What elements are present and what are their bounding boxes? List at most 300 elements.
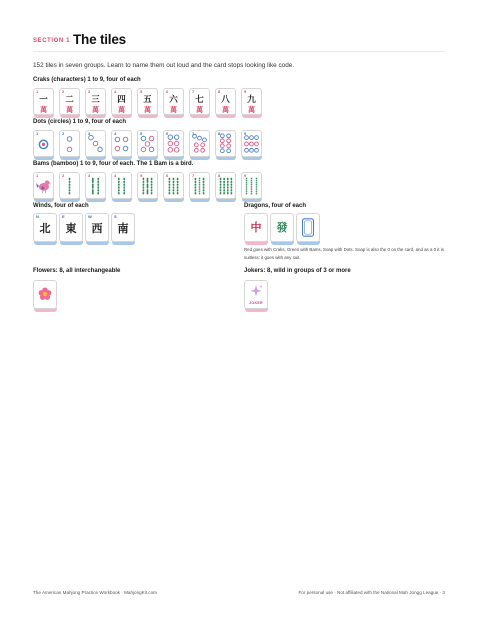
soap-frame-icon bbox=[297, 214, 319, 241]
bamboo-segment bbox=[203, 192, 205, 194]
dot-mark bbox=[227, 149, 231, 153]
bamboo-segment bbox=[220, 186, 222, 188]
dot-mark bbox=[174, 135, 179, 140]
dot-mark bbox=[220, 144, 224, 148]
bamboo-segment bbox=[173, 186, 175, 188]
bamboo-segment bbox=[173, 192, 175, 194]
dot-tile bbox=[189, 130, 210, 160]
tile-face bbox=[189, 88, 210, 115]
bamboo-segment bbox=[246, 184, 248, 185]
dots-tile-row bbox=[33, 130, 267, 160]
tile-number: 8 bbox=[218, 89, 221, 94]
bamboo-segment bbox=[123, 178, 125, 180]
dot-mark bbox=[194, 148, 198, 152]
bamboo-segment bbox=[143, 181, 145, 183]
crak-tile bbox=[241, 88, 262, 118]
dot-mark bbox=[250, 136, 254, 140]
bamboo-segment bbox=[169, 189, 171, 191]
bams-tile-row bbox=[33, 172, 267, 202]
tile-number: 4 bbox=[114, 173, 117, 178]
bamboo-segment bbox=[118, 186, 120, 188]
tile-face bbox=[163, 130, 184, 157]
tile-number: 5 bbox=[140, 131, 143, 136]
green-dragon-tile bbox=[270, 213, 294, 245]
bamboo-segment bbox=[123, 189, 125, 191]
tile-face bbox=[215, 172, 236, 199]
bam-tile bbox=[59, 172, 80, 202]
bamboo-segment bbox=[256, 185, 258, 186]
tile-face bbox=[33, 130, 54, 157]
dot-mark bbox=[245, 148, 249, 152]
bamboo-segment bbox=[151, 189, 153, 191]
dot-mark bbox=[141, 147, 146, 152]
dot-mark bbox=[149, 147, 154, 152]
dot-mark bbox=[194, 143, 198, 147]
bamboo-segment bbox=[199, 187, 201, 188]
crak-character: 萬 bbox=[40, 105, 47, 114]
tile-number: 7 bbox=[192, 89, 195, 94]
dot-tile bbox=[137, 130, 158, 160]
bamboo-segment bbox=[227, 178, 229, 180]
bamboo-segment bbox=[177, 178, 179, 180]
dot-mark bbox=[168, 148, 173, 153]
dot-mark bbox=[67, 147, 72, 152]
dot-mark bbox=[220, 139, 224, 143]
tile-face bbox=[215, 130, 236, 157]
dot-mark bbox=[218, 131, 224, 138]
bamboo-segment bbox=[203, 189, 205, 191]
dot-tile bbox=[215, 130, 236, 160]
bamboo-segment bbox=[97, 192, 99, 194]
tile-number: 8 bbox=[218, 173, 221, 178]
tile-face bbox=[163, 88, 184, 115]
bamboo-segment bbox=[195, 189, 197, 191]
bamboo-segment bbox=[251, 182, 253, 183]
bamboo-segment bbox=[220, 184, 222, 186]
bamboo-segment bbox=[143, 189, 145, 191]
dot-mark bbox=[203, 138, 207, 142]
crak-character: 萬 bbox=[144, 105, 151, 114]
tile-face bbox=[189, 172, 210, 199]
tile-face bbox=[137, 172, 158, 199]
bamboo-segment bbox=[256, 180, 258, 181]
dots-label: Dots (circles) 1 to 9, four of each bbox=[33, 119, 127, 125]
dot-mark bbox=[93, 141, 98, 146]
bamboo-segment bbox=[195, 186, 197, 188]
bamboo-segment bbox=[256, 178, 258, 179]
tile-number: 7 bbox=[192, 173, 195, 178]
tile-face bbox=[59, 130, 80, 157]
bamboo-segment bbox=[246, 185, 248, 186]
dot-mark bbox=[174, 148, 179, 153]
tile-face bbox=[59, 88, 80, 115]
section-number: SECTION 1 bbox=[33, 38, 71, 44]
bamboo-segment bbox=[177, 186, 179, 188]
dot-tile bbox=[59, 130, 80, 160]
bamboo-segment bbox=[151, 192, 153, 194]
tile-face bbox=[85, 213, 109, 242]
footer-right: For personal use · Not affiliated with the National Mah Jongg League · 3 bbox=[298, 590, 445, 595]
crak-tile bbox=[111, 88, 132, 118]
bamboo-segment bbox=[173, 184, 175, 186]
crak-character: 萬 bbox=[118, 105, 125, 114]
joker-tile bbox=[244, 280, 268, 312]
tile-number: 7 bbox=[192, 131, 195, 136]
bamboo-segment bbox=[256, 193, 258, 194]
dot-center bbox=[42, 143, 45, 146]
red-dragon-tile bbox=[244, 213, 268, 245]
tile-face bbox=[111, 130, 132, 157]
intro-text: 152 tiles in seven groups. Learn to name them out loud and the card stops looking like code. bbox=[33, 62, 295, 69]
bams-label: Bams (bamboo) 1 to 9, four of each. The 1 Bam is a bird. bbox=[33, 161, 194, 167]
bamboo-segment bbox=[223, 178, 225, 180]
bamboo-segment bbox=[177, 184, 179, 186]
bamboo-segment bbox=[97, 178, 99, 180]
flowers-label: Flowers: 8, all interchangeable bbox=[33, 268, 121, 274]
bamboo-segment bbox=[251, 187, 253, 188]
dot-mark bbox=[141, 136, 146, 141]
footer-left: The American Mahjong Practice Workbook · MahjongKit.com bbox=[33, 590, 157, 595]
bamboo-segment bbox=[199, 184, 201, 185]
dot-mark bbox=[255, 142, 259, 146]
tile-number: 3 bbox=[88, 89, 91, 94]
dot-tile bbox=[111, 130, 132, 160]
bamboo-segment bbox=[177, 192, 179, 194]
bamboo-segment bbox=[69, 184, 71, 186]
bamboo-segment bbox=[151, 186, 153, 188]
bamboo-segment bbox=[169, 184, 171, 186]
tile-number: 6 bbox=[166, 173, 169, 178]
bamboo-segment bbox=[195, 184, 197, 186]
bamboo-segment bbox=[118, 189, 120, 191]
tile-face bbox=[85, 172, 106, 199]
wind-tile bbox=[85, 213, 109, 245]
bamboo-segment bbox=[223, 189, 225, 191]
bamboo-segment bbox=[143, 192, 145, 194]
bamboo-segment bbox=[123, 181, 125, 183]
bamboo-segment bbox=[177, 189, 179, 191]
bamboo-segment bbox=[251, 191, 253, 192]
tile-number: 5 bbox=[140, 173, 143, 178]
tile-number: 8 bbox=[218, 131, 221, 136]
bamboo-segment bbox=[251, 180, 253, 181]
bamboo-segment bbox=[199, 182, 201, 183]
dot-mark bbox=[174, 141, 179, 146]
tile-number: 2 bbox=[62, 131, 65, 136]
bamboo-segment bbox=[199, 191, 201, 192]
dot-mark bbox=[123, 146, 128, 151]
bam-tile bbox=[111, 172, 132, 202]
dot-mark bbox=[227, 134, 231, 138]
tile-number: 4 bbox=[114, 89, 117, 94]
wind-character: 南 bbox=[117, 222, 129, 235]
tile-face bbox=[33, 280, 57, 309]
crak-numeral: 九 bbox=[247, 95, 256, 105]
dragons-tile-row bbox=[244, 213, 322, 245]
bamboo-segment bbox=[169, 192, 171, 194]
bamboo-segment bbox=[151, 181, 153, 183]
bamboo-segment bbox=[147, 189, 149, 194]
bamboo-segment bbox=[195, 178, 197, 180]
bamboo-segment bbox=[69, 178, 71, 180]
bamboo-segment bbox=[231, 178, 233, 180]
soap-dragon-tile bbox=[296, 213, 320, 245]
tile-number: 5 bbox=[140, 89, 143, 94]
winds-label: Winds, four of each bbox=[33, 203, 89, 209]
bamboo-segment bbox=[151, 178, 153, 180]
bamboo-segment bbox=[220, 181, 222, 183]
bamboo-segment bbox=[147, 178, 149, 183]
dragons-note: Red goes with Craks, Green with Bams, Soap with Dots. Soap is also the 0 on the card, and as a 0 it is suitless: it goes with any suit. bbox=[244, 247, 444, 260]
dragon-character: 發 bbox=[276, 221, 288, 234]
tile-number: 1 bbox=[36, 131, 39, 136]
dot-mark bbox=[250, 142, 254, 146]
tile-number: 9 bbox=[244, 131, 247, 136]
dot-mark bbox=[98, 147, 103, 152]
dragons-label: Dragons, four of each bbox=[244, 203, 307, 209]
bam-tile bbox=[241, 172, 262, 202]
bamboo-segment bbox=[231, 189, 233, 191]
bamboo-segment bbox=[199, 193, 201, 194]
bamboo-segment bbox=[199, 189, 201, 190]
dot-mark bbox=[145, 142, 150, 147]
tile-face bbox=[270, 213, 294, 242]
wind-tile bbox=[59, 213, 83, 245]
bamboo-segment bbox=[199, 185, 201, 186]
dot-mark bbox=[123, 137, 128, 142]
bamboo-segment bbox=[246, 193, 248, 194]
joker-text: JOKER bbox=[249, 301, 263, 305]
bamboo-segment bbox=[173, 181, 175, 183]
crak-tile bbox=[163, 88, 184, 118]
tile-number: 2 bbox=[62, 89, 65, 94]
bamboo-segment bbox=[231, 181, 233, 183]
dot-tile bbox=[33, 130, 54, 160]
crak-numeral: 五 bbox=[143, 95, 152, 105]
bamboo-segment bbox=[256, 184, 258, 185]
dot-mark bbox=[168, 141, 173, 146]
crak-numeral: 一 bbox=[39, 95, 48, 105]
bamboo-segment bbox=[256, 187, 258, 188]
bamboo-segment bbox=[143, 178, 145, 180]
bamboo-segment bbox=[169, 178, 171, 180]
crak-tile bbox=[215, 88, 236, 118]
bamboo-segment bbox=[92, 178, 94, 183]
tile-number: 9 bbox=[244, 173, 247, 178]
bird-part bbox=[36, 183, 39, 188]
dot-mark bbox=[245, 142, 249, 146]
bamboo-segment bbox=[97, 186, 99, 188]
crak-tile bbox=[189, 88, 210, 118]
flower-icon bbox=[34, 281, 56, 308]
bamboo-segment bbox=[169, 186, 171, 188]
crak-numeral: 二 bbox=[65, 95, 74, 105]
bamboo-segment bbox=[169, 181, 171, 183]
dot-mark bbox=[198, 136, 202, 140]
bamboo-segment bbox=[118, 192, 120, 194]
tile-number: 6 bbox=[166, 89, 169, 94]
bam-tile bbox=[85, 172, 106, 202]
dot-mark bbox=[149, 136, 154, 141]
wind-character: 東 bbox=[65, 222, 77, 235]
bamboo-segment bbox=[256, 189, 258, 190]
bamboo-segment bbox=[231, 192, 233, 194]
bamboo-segment bbox=[256, 182, 258, 183]
bamboo-segment bbox=[143, 186, 145, 188]
tile-number: 1 bbox=[36, 89, 39, 94]
bird-part bbox=[49, 182, 51, 183]
bamboo-segment bbox=[223, 192, 225, 194]
tile-number: 4 bbox=[114, 131, 117, 136]
dot-mark bbox=[245, 136, 249, 140]
dragon-character: 中 bbox=[250, 221, 262, 234]
bam-tile bbox=[137, 172, 158, 202]
jokers-label: Jokers: 8, wild in groups of 3 or more bbox=[244, 268, 351, 274]
dot-mark bbox=[227, 144, 231, 148]
bamboo-segment bbox=[147, 184, 149, 189]
bamboo-segment bbox=[227, 186, 229, 188]
dot-mark bbox=[115, 137, 120, 142]
tile-face bbox=[244, 213, 268, 242]
tile-face bbox=[85, 88, 106, 115]
tile-face bbox=[137, 88, 158, 115]
crak-character: 萬 bbox=[66, 105, 73, 114]
section-header bbox=[33, 32, 445, 50]
bam-tile bbox=[189, 172, 210, 202]
tile-face bbox=[111, 213, 135, 242]
tile-number: 2 bbox=[62, 173, 65, 178]
dot-mark bbox=[255, 148, 259, 152]
crak-numeral: 三 bbox=[91, 95, 100, 105]
bamboo-segment bbox=[92, 189, 94, 194]
tile-face bbox=[241, 172, 262, 199]
flower-tile bbox=[33, 280, 57, 312]
crak-numeral: 七 bbox=[195, 95, 204, 105]
tile-face bbox=[85, 130, 106, 157]
crak-numeral: 六 bbox=[169, 95, 178, 105]
bamboo-segment bbox=[69, 186, 71, 188]
header-divider bbox=[33, 51, 445, 52]
bamboo-segment bbox=[203, 186, 205, 188]
bamboo-segment bbox=[246, 189, 248, 190]
tile-number: S bbox=[114, 214, 117, 219]
dot-tile bbox=[85, 130, 106, 160]
bamboo-segment bbox=[251, 189, 253, 190]
page-title: The tiles bbox=[73, 32, 126, 47]
craks-label: Craks (characters) 1 to 9, four of each bbox=[33, 77, 141, 83]
crak-numeral: 四 bbox=[117, 95, 126, 105]
wind-tile bbox=[111, 213, 135, 245]
tile-face bbox=[215, 88, 236, 115]
crak-character: 萬 bbox=[222, 105, 229, 114]
jokers-tile-row bbox=[244, 280, 270, 312]
bamboo-segment bbox=[231, 184, 233, 186]
tile-face bbox=[33, 88, 54, 115]
tile-face bbox=[163, 172, 184, 199]
tile-face bbox=[59, 172, 80, 199]
bamboo-segment bbox=[246, 187, 248, 188]
crak-numeral: 八 bbox=[221, 95, 230, 105]
tile-number: N bbox=[36, 214, 39, 219]
bamboo-segment bbox=[118, 181, 120, 183]
bamboo-segment bbox=[220, 178, 222, 180]
dot-mark bbox=[220, 149, 224, 153]
bamboo-segment bbox=[227, 189, 229, 191]
bamboo-segment bbox=[123, 186, 125, 188]
bamboo-segment bbox=[227, 184, 229, 186]
bird-part bbox=[45, 180, 50, 185]
bamboo-segment bbox=[92, 184, 94, 189]
tile-number: 6 bbox=[166, 131, 169, 136]
bamboo-segment bbox=[223, 186, 225, 188]
soap-frame-outer bbox=[303, 219, 314, 236]
crak-tile bbox=[33, 88, 54, 118]
bamboo-segment bbox=[246, 182, 248, 183]
bamboo-segment bbox=[173, 178, 175, 180]
bamboo-segment bbox=[251, 185, 253, 186]
tile-face bbox=[244, 280, 268, 309]
bamboo-segment bbox=[177, 181, 179, 183]
bamboo-segment bbox=[203, 184, 205, 186]
dot-mark bbox=[250, 148, 254, 152]
tile-face bbox=[111, 88, 132, 115]
bamboo-segment bbox=[199, 178, 201, 179]
crak-tile bbox=[137, 88, 158, 118]
bamboo-segment bbox=[118, 184, 120, 186]
tile-face bbox=[33, 213, 57, 242]
tile-face bbox=[59, 213, 83, 242]
bamboo-segment bbox=[223, 181, 225, 183]
crak-character: 萬 bbox=[196, 105, 203, 114]
bamboo-segment bbox=[97, 181, 99, 183]
soap-frame-inner bbox=[305, 221, 312, 234]
dot-mark bbox=[227, 139, 231, 143]
bamboo-segment bbox=[246, 178, 248, 179]
crak-tile bbox=[59, 88, 80, 118]
tile-face bbox=[137, 130, 158, 157]
bamboo-segment bbox=[173, 189, 175, 191]
bamboo-segment bbox=[151, 184, 153, 186]
tile-face bbox=[111, 172, 132, 199]
dot-mark bbox=[168, 135, 173, 140]
bamboo-segment bbox=[246, 180, 248, 181]
bamboo-segment bbox=[203, 181, 205, 183]
bamboo-segment bbox=[195, 181, 197, 183]
crak-character: 萬 bbox=[92, 105, 99, 114]
bamboo-segment bbox=[223, 184, 225, 186]
bamboo-segment bbox=[69, 189, 71, 191]
crak-character: 萬 bbox=[170, 105, 177, 114]
dot-mark bbox=[67, 137, 72, 142]
bamboo-segment bbox=[118, 178, 120, 180]
tile-number: W bbox=[88, 214, 92, 219]
bamboo-segment bbox=[97, 189, 99, 191]
tile-face bbox=[241, 88, 262, 115]
tile-face bbox=[296, 213, 320, 242]
bamboo-segment bbox=[97, 184, 99, 186]
dot-mark bbox=[201, 148, 205, 152]
wind-character: 西 bbox=[91, 222, 103, 235]
craks-tile-row bbox=[33, 88, 267, 118]
bam-tile bbox=[215, 172, 236, 202]
dot-mark bbox=[115, 146, 120, 151]
dot-tile bbox=[163, 130, 184, 160]
bamboo-segment bbox=[251, 193, 253, 194]
bamboo-segment bbox=[123, 184, 125, 186]
tile-face bbox=[33, 172, 54, 199]
bamboo-segment bbox=[143, 184, 145, 186]
bamboo-segment bbox=[256, 191, 258, 192]
